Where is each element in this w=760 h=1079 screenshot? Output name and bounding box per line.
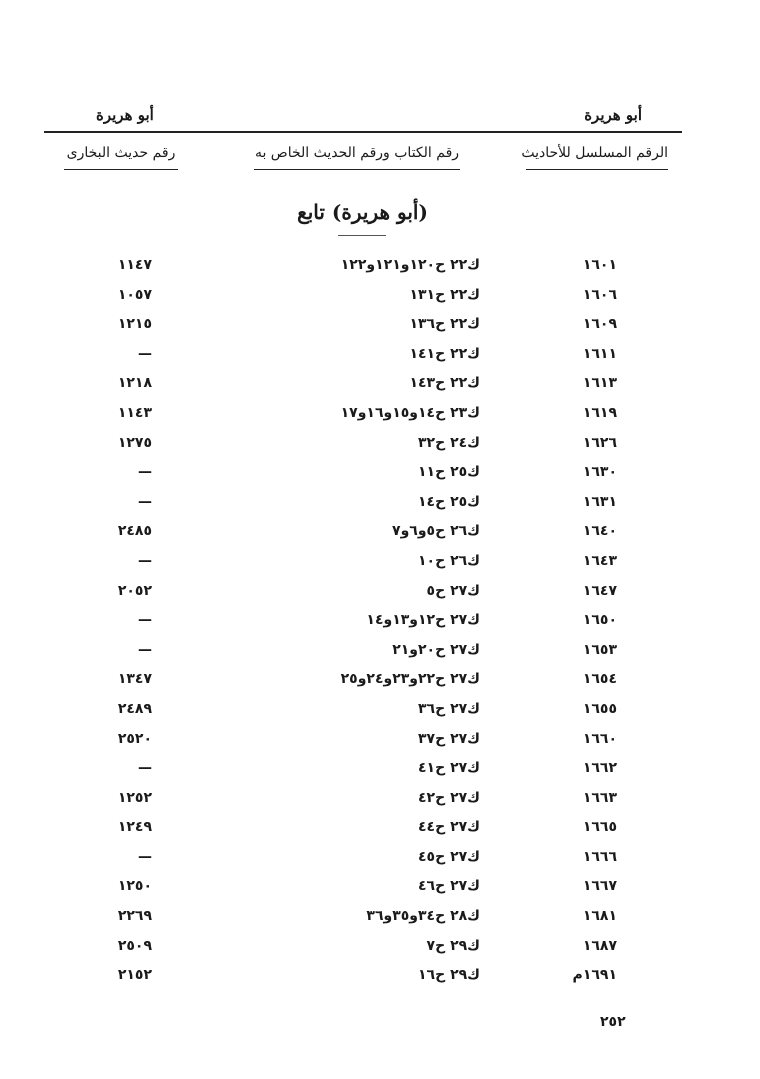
- serial-number-cell: ١٦٣٠: [582, 464, 617, 481]
- table-row: [0, 460, 760, 490]
- book-hadith-cell: ك٢٧ ح١٢و١٣و١٤: [366, 612, 480, 629]
- table-row: [0, 549, 760, 579]
- bukhari-number-cell: —: [138, 552, 152, 569]
- table-row: [0, 697, 760, 727]
- bukhari-number-cell: —: [138, 493, 152, 510]
- table-row: [0, 253, 760, 283]
- book-hadith-cell: ك٢٦ ح٥و٦و٧: [392, 523, 480, 540]
- book-hadith-cell: ك٢٧ ح٤١: [418, 760, 480, 777]
- bukhari-number-cell: ٢١٥٢: [117, 967, 152, 984]
- table-row: [0, 727, 760, 757]
- bukhari-number-cell: ١٠٥٧: [117, 286, 152, 303]
- bukhari-number-cell: ١٢١٨: [117, 375, 152, 392]
- table-row: [0, 845, 760, 875]
- serial-number-cell: ١٦٥٤: [582, 671, 617, 688]
- table-row: [0, 431, 760, 461]
- book-hadith-cell: ك٢٧ ح٤٢: [418, 789, 480, 806]
- serial-number-cell: ١٦٨١: [582, 908, 617, 925]
- serial-number-cell: ١٦٢٦: [582, 434, 617, 451]
- table-row: [0, 283, 760, 313]
- serial-number-cell: ١٦٦٢: [582, 760, 617, 777]
- table-row: [0, 756, 760, 786]
- bukhari-number-cell: ٢٤٨٥: [117, 523, 152, 540]
- book-hadith-cell: ك٢٢ ح١٣١: [409, 286, 480, 303]
- bukhari-number-cell: ١٣٤٧: [117, 671, 152, 688]
- hadith-table: [0, 253, 760, 993]
- column-header-underline: [64, 169, 178, 170]
- table-row: [0, 519, 760, 549]
- serial-number-cell: ١٦٦٦: [582, 848, 617, 865]
- section-title-ornament: [338, 235, 386, 236]
- column-header-book-hadith: [254, 145, 460, 170]
- book-hadith-cell: ك٢٢ ح١٢٠و١٢١و١٢٢: [340, 257, 480, 273]
- serial-number-cell: ١٦٣١: [582, 493, 617, 510]
- table-row: [0, 934, 760, 964]
- table-row: [0, 963, 760, 993]
- column-header-serial-label: الرقم المسلسل للأحاديث: [521, 145, 668, 161]
- serial-number-cell: ١٦٥٣: [582, 641, 617, 658]
- table-row: [0, 786, 760, 816]
- bukhari-number-cell: ١١٤٣: [117, 404, 152, 421]
- bukhari-number-cell: ١٢٤٩: [117, 819, 152, 836]
- header-rule: [44, 131, 682, 133]
- book-hadith-cell: ك٢٤ ح٣٢: [418, 434, 480, 451]
- serial-number-cell: ١٦٠٩: [582, 316, 617, 333]
- serial-number-cell: ١٦١٣: [582, 375, 617, 392]
- table-row: [0, 401, 760, 431]
- serial-number-cell: ١٦٨٧: [582, 937, 617, 954]
- table-row: [0, 342, 760, 372]
- column-header-underline: [254, 169, 460, 170]
- book-hadith-cell: ك٢٧ ح٤٦: [418, 878, 480, 895]
- bukhari-number-cell: —: [138, 612, 152, 629]
- serial-number-cell: ١٦٠١: [582, 257, 617, 273]
- table-row: [0, 638, 760, 668]
- column-header-bukhari: [64, 145, 178, 170]
- bukhari-number-cell: ١٢١٥: [117, 316, 152, 333]
- serial-number-cell: ١٦٥٠: [582, 612, 617, 629]
- bukhari-number-cell: —: [138, 641, 152, 658]
- book-hadith-cell: ك٢٥ ح١١: [418, 464, 480, 481]
- book-hadith-cell: ك٢٩ ح٧: [426, 937, 480, 954]
- table-row: [0, 667, 760, 697]
- column-header-book-hadith-label: رقم الكتاب ورقم الحديث الخاص به: [254, 145, 460, 161]
- table-row: [0, 815, 760, 845]
- book-hadith-cell: ك٢٧ ح٢٠و٢١: [392, 641, 480, 658]
- book-hadith-cell: ك٢٦ ح١٠: [418, 552, 480, 569]
- bukhari-number-cell: —: [138, 760, 152, 777]
- book-hadith-cell: ك٢٣ ح١٤و١٥و١٦و١٧: [340, 404, 480, 421]
- serial-number-cell: ١٦٦٠: [582, 730, 617, 747]
- running-head-left: أبو هريرة: [96, 106, 154, 124]
- serial-number-cell: ١٦٤٣: [582, 552, 617, 569]
- running-head-right: أبو هريرة: [584, 106, 642, 124]
- book-hadith-cell: ك٢٩ ح١٦: [418, 967, 480, 984]
- bukhari-number-cell: ١٢٥٢: [117, 789, 152, 806]
- bukhari-number-cell: —: [138, 345, 152, 362]
- serial-number-cell: ١٦١١: [582, 345, 617, 362]
- book-hadith-cell: ك٢٧ ح٤٥: [418, 848, 480, 865]
- section-title: (أبو هريرة) تابع: [297, 200, 428, 224]
- column-header-bukhari-label: رقم حديث البخارى: [66, 145, 176, 161]
- serial-number-cell: ١٦٤٧: [582, 582, 617, 599]
- table-row: [0, 579, 760, 609]
- serial-number-cell: ١٦١٩: [582, 404, 617, 421]
- book-hadith-cell: ك٢٧ ح٥: [426, 582, 480, 599]
- column-header-serial: [521, 145, 668, 170]
- book-hadith-cell: ك٢٢ ح١٣٦: [409, 316, 480, 333]
- book-hadith-cell: ك٢٧ ح٤٤: [418, 819, 480, 836]
- book-hadith-cell: ك٢٧ ح٣٦: [418, 700, 480, 717]
- bukhari-number-cell: —: [138, 848, 152, 865]
- bukhari-number-cell: ٢٢٦٩: [117, 908, 152, 925]
- table-row: [0, 608, 760, 638]
- column-header-underline: [526, 169, 668, 170]
- serial-number-cell: ١٦٤٠: [582, 523, 617, 540]
- table-row: [0, 904, 760, 934]
- bukhari-number-cell: ٢٤٨٩: [117, 700, 152, 717]
- serial-number-cell: ١٦٩١م: [572, 967, 617, 984]
- book-hadith-cell: ك٢٥ ح١٤: [418, 493, 480, 510]
- table-row: [0, 874, 760, 904]
- bukhari-number-cell: ٢٥٠٩: [117, 937, 152, 954]
- bukhari-number-cell: ٢٥٢٠: [117, 730, 152, 747]
- book-hadith-cell: ك٢٧ ح٣٧: [418, 730, 480, 747]
- book-hadith-cell: ك٢٢ ح١٤٣: [409, 375, 480, 392]
- book-hadith-cell: ك٢٢ ح١٤١: [409, 345, 480, 362]
- bukhari-number-cell: ٢٠٥٢: [117, 582, 152, 599]
- serial-number-cell: ١٦٠٦: [582, 286, 617, 303]
- bukhari-number-cell: ١٢٧٥: [117, 434, 152, 451]
- page-number: ٢٥٢: [600, 1014, 626, 1030]
- serial-number-cell: ١٦٥٥: [582, 700, 617, 717]
- table-row: [0, 371, 760, 401]
- serial-number-cell: ١٦٦٣: [582, 789, 617, 806]
- bukhari-number-cell: ١٢٥٠: [117, 878, 152, 895]
- table-row: [0, 312, 760, 342]
- bukhari-number-cell: ١١٤٧: [117, 257, 152, 273]
- table-row: [0, 490, 760, 520]
- bukhari-number-cell: —: [138, 464, 152, 481]
- book-hadith-cell: ك٢٨ ح٣٤و٣٥و٣٦: [366, 908, 480, 925]
- serial-number-cell: ١٦٦٧: [582, 878, 617, 895]
- book-hadith-cell: ك٢٧ ح٢٢و٢٣و٢٤و٢٥: [340, 671, 480, 688]
- serial-number-cell: ١٦٦٥: [582, 819, 617, 836]
